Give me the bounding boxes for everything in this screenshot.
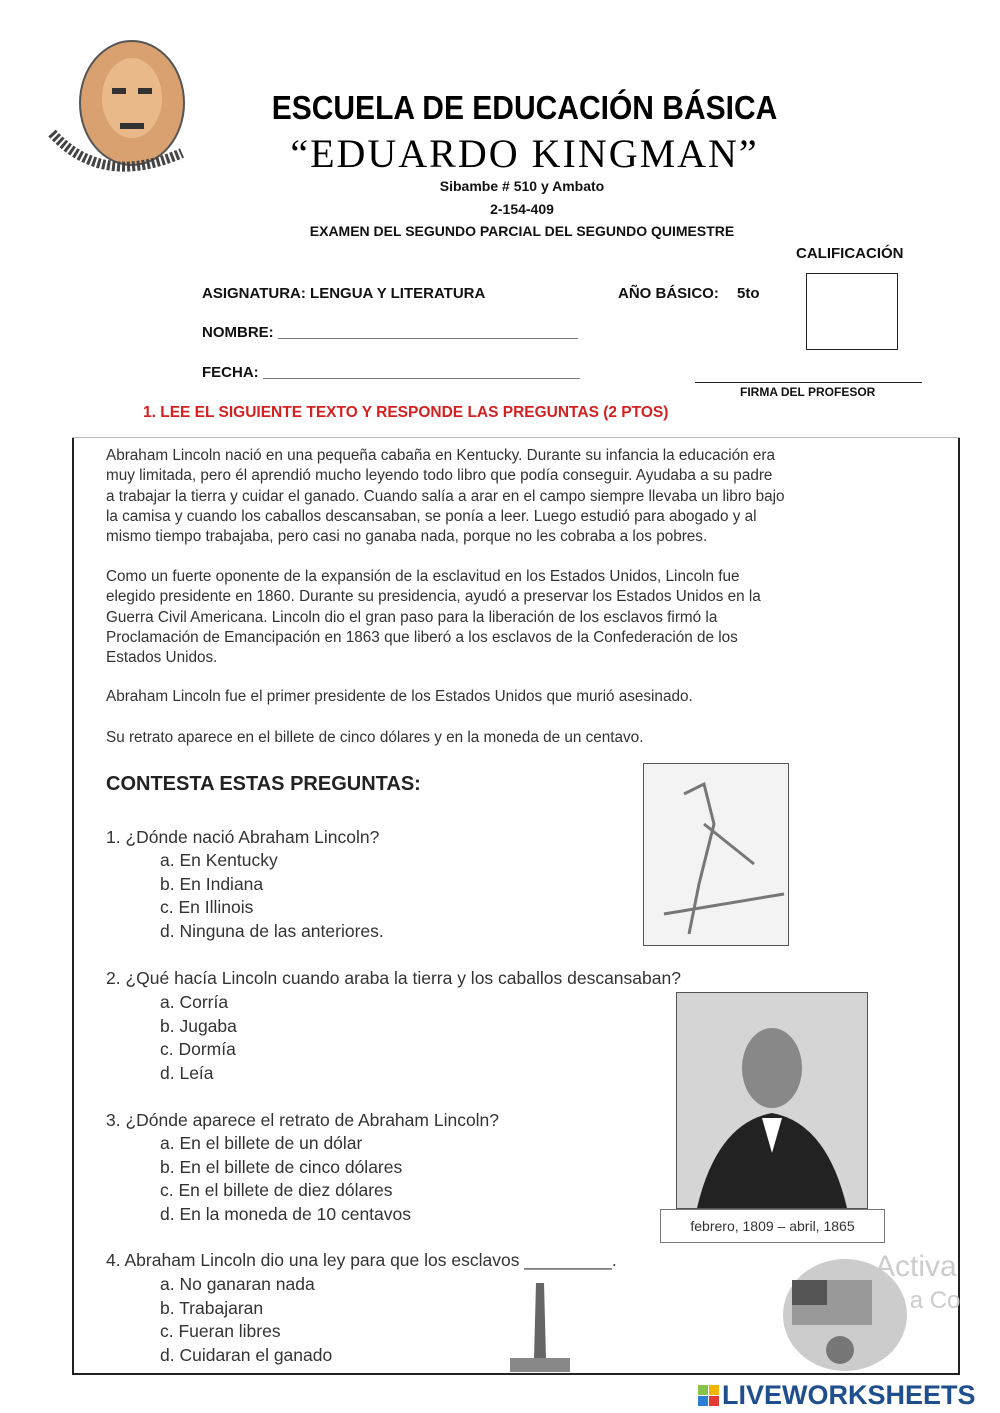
reading-paragraph-2 — [106, 567, 761, 668]
option[interactable]: a. Corría — [160, 992, 229, 1012]
reading-paragraph-1 — [106, 446, 785, 547]
monument-image — [500, 1278, 580, 1374]
text-line: Estados Unidos. — [106, 649, 218, 667]
option[interactable]: c. Dormía — [160, 1039, 236, 1060]
question-2: 2. ¿Qué hacía Lincoln cuando araba la tierra y los caballos descansaban? — [106, 968, 681, 988]
question-1-options — [160, 849, 384, 943]
signature-line — [695, 382, 922, 383]
option[interactable]: a. En Kentucky — [160, 850, 278, 870]
option[interactable]: d. Ninguna de las anteriores. — [160, 920, 384, 941]
text-line: la camisa y cuando los caballos descansaban, se ponía a leer. Luego estudió para abogado y al — [106, 507, 757, 525]
option[interactable]: c. En Illinois — [160, 897, 254, 918]
question-2-options — [160, 991, 237, 1085]
grade-label: CALIFICACIÓN — [796, 245, 904, 262]
exam-title: EXAMEN DEL SEGUNDO PARCIAL DEL SEGUNDO QUIMESTRE — [309, 223, 735, 239]
option[interactable]: d. Cuidaran el ganado — [160, 1344, 333, 1365]
text-line: a trabajar la tierra y cuidar el ganado. Cuando salía a arar en el campo siempre llevaba un libro bajo — [106, 487, 785, 505]
text-line: Abraham Lincoln nació en una pequeña cabaña en Kentucky. Durante su infancia la educación era — [106, 447, 775, 464]
option[interactable]: c. En el billete de diez dólares — [160, 1180, 393, 1201]
reading-paragraph-4: Su retrato aparece en el billete de cinco dólares y en la moneda de un centavo. — [106, 729, 644, 746]
text-line: Guerra Civil Americana. Lincoln dio el gran paso para la liberación de los esclavos firmó la — [106, 608, 718, 626]
subject-label: ASIGNATURA: LENGUA Y LITERATURA — [202, 285, 486, 302]
activation-watermark — [875, 1250, 960, 1318]
reading-paragraph-3: Abraham Lincoln fue el primer presidente de los Estados Unidos que murió asesinado. — [106, 688, 693, 705]
question-1: 1. ¿Dónde nació Abraham Lincoln? — [106, 827, 380, 847]
instruction: 1. LEE EL SIGUIENTE TEXTO Y RESPONDE LAS PREGUNTAS (2 PTOS) — [143, 404, 669, 421]
year-value: 5to — [737, 285, 760, 302]
text-line: mismo tiempo trabajaba, pero casi no ganaba nada, porque no les cobraba a los pobres. — [106, 528, 708, 546]
text-line: Proclamación de Emancipación en 1863 que liberó a los esclavos de la Confederación de los — [106, 628, 738, 646]
text-line: muy limitada, pero él aprendió mucho leyendo todo libro que podía conseguir. Ayudaba a su padre — [106, 467, 773, 485]
portrait-caption: febrero, 1809 – abril, 1865 — [660, 1209, 885, 1243]
watermark-line: Activa — [875, 1250, 957, 1283]
lincoln-portrait-image — [676, 992, 868, 1209]
school-name-line1: ESCUELA DE EDUCACIÓN BÁSICA — [271, 90, 778, 127]
school-address: Sibambe # 510 y Ambato — [439, 178, 605, 194]
school-name-line2: “EDUARDO KINGMAN” — [290, 131, 759, 176]
option[interactable]: b. Trabajaran — [160, 1297, 264, 1318]
option[interactable]: a. No ganaran nada — [160, 1274, 315, 1294]
option[interactable]: d. Leía — [160, 1062, 214, 1083]
question-3-options — [160, 1132, 411, 1226]
lincoln-chopping-wood-image — [643, 763, 789, 946]
signature-label: FIRMA DEL PROFESOR — [740, 385, 876, 399]
year-label: AÑO BÁSICO: — [618, 285, 719, 302]
question-4: 4. Abraham Lincoln dio una ley para que los esclavos _________. — [106, 1250, 617, 1270]
option[interactable]: b. Jugaba — [160, 1015, 237, 1036]
date-field[interactable]: FECHA: ______________________________________ — [202, 364, 580, 381]
option[interactable]: b. En el billete de cinco dólares — [160, 1156, 403, 1177]
questions-heading: CONTESTA ESTAS PREGUNTAS: — [106, 773, 421, 795]
option[interactable]: d. En la moneda de 10 centavos — [160, 1203, 412, 1224]
name-field[interactable]: NOMBRE: ____________________________________ — [202, 324, 579, 341]
brand-text: LIVEWORKSHEETS — [722, 1380, 976, 1410]
grade-box[interactable] — [806, 273, 898, 350]
question-4-options — [160, 1273, 332, 1367]
option[interactable]: b. En Indiana — [160, 873, 264, 894]
question-3: 3. ¿Dónde aparece el retrato de Abraham Lincoln? — [106, 1110, 500, 1130]
liveworksheets-icon — [698, 1385, 719, 1406]
school-phone: 2-154-409 — [490, 201, 554, 217]
option[interactable]: c. Fueran libres — [160, 1321, 281, 1342]
watermark-line: Ve a Co — [875, 1287, 961, 1314]
text-line: Como un fuerte oponente de la expansión de la esclavitud en los Estados Unidos, Lincoln fue — [106, 568, 740, 585]
school-logo — [42, 38, 197, 188]
text-line: elegido presidente en 1860. Durante su presidencia, ayudó a preservar los Estados Unidos en la — [106, 588, 761, 606]
frame-top-border — [72, 437, 960, 438]
liveworksheets-logo[interactable] — [698, 1380, 976, 1411]
option[interactable]: a. En el billete de un dólar — [160, 1133, 363, 1153]
